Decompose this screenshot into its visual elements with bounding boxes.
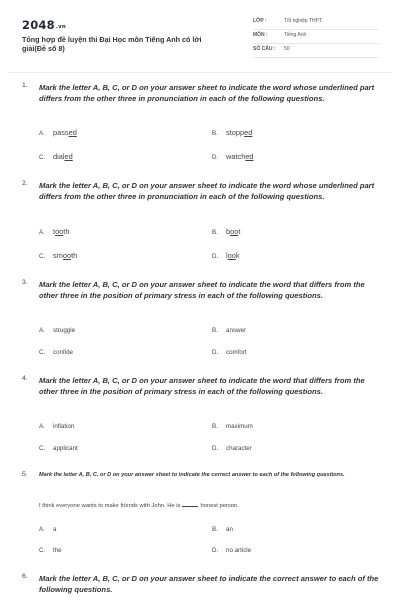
- option-d[interactable]: D. comfort: [212, 349, 247, 356]
- meta-count-value: 50: [284, 46, 290, 52]
- option-b[interactable]: B. stopped: [212, 128, 253, 137]
- header-divider: [8, 72, 392, 73]
- question-instruction: Mark the letter A, B, C, or D on your answer sheet to indicate the word whose underlined part differs from the other three in pronunciation in each of the following questions.: [39, 181, 375, 201]
- option-d[interactable]: D. look: [212, 251, 240, 260]
- option-b[interactable]: B. answer: [212, 327, 246, 334]
- question-instruction: Mark the letter A, B, C, or D on your answer sheet to indicate the word that differs from the other three in the position of primary stress in each of the following questions.: [39, 376, 365, 396]
- option-a[interactable]: A. passed: [39, 128, 77, 137]
- question-number: 4.: [22, 375, 28, 382]
- answer-blank: [182, 506, 198, 507]
- logo-text: 2048: [22, 18, 55, 32]
- meta-class-value: Tốt nghiệp THPT: [284, 18, 322, 24]
- option-c[interactable]: C. dialed: [39, 152, 73, 161]
- question-number: 2.: [22, 180, 28, 187]
- option-a[interactable]: A. inflation: [39, 423, 75, 430]
- question-instruction: Mark the letter A, B, C, or D on your answer sheet to indicate the word that differs from the other three in the position of primary stress in each of the following questions.: [39, 280, 365, 300]
- option-c[interactable]: C. smooth: [39, 251, 78, 260]
- question-instruction: Mark the letter A, B, C, or D on your answer sheet to indicate the correct answer to each of the following questions.: [39, 574, 379, 594]
- question-number: 5.: [22, 471, 28, 478]
- meta-count-row: [253, 45, 379, 58]
- option-d[interactable]: D. no article: [212, 547, 252, 554]
- meta-subject-label: MÔN :: [253, 32, 268, 38]
- option-a[interactable]: A. tooth: [39, 227, 70, 236]
- option-d[interactable]: D. watched: [212, 152, 254, 161]
- meta-class-row: [253, 17, 379, 30]
- site-logo[interactable]: [22, 18, 66, 32]
- question-number: 1.: [22, 82, 28, 89]
- question-instruction: Mark the letter A, B, C, or D on your answer sheet to indicate the word whose underlined part differs from the other three in pronunciation in each of the following questions.: [39, 83, 375, 103]
- question-number: 3.: [22, 279, 28, 286]
- option-b[interactable]: B. maximum: [212, 423, 253, 430]
- option-b[interactable]: B. boot: [212, 227, 241, 236]
- question-number: 6.: [22, 573, 28, 580]
- meta-class-label: LỚP :: [253, 18, 267, 24]
- logo-suffix: .vn: [55, 24, 67, 30]
- option-a[interactable]: A. a: [39, 526, 57, 533]
- option-c[interactable]: C. confide: [39, 349, 73, 356]
- option-c[interactable]: C. applicant: [39, 445, 78, 452]
- meta-subject-row: [253, 31, 379, 44]
- question-instruction: Mark the letter A, B, C, or D on your answer sheet to indicate the correct answer to each of the following questions.: [39, 472, 345, 478]
- option-d[interactable]: D. character: [212, 445, 252, 452]
- page-header: [0, 0, 400, 70]
- question-stem: I think everyone wants to make friends with John. He is honest person.: [39, 503, 239, 509]
- document-title: Tổng hợp đề luyện thi Đại Học môn Tiếng Anh có lời giải(Đề số 8): [22, 35, 202, 53]
- option-b[interactable]: B. an: [212, 526, 233, 533]
- option-c[interactable]: C. the: [39, 547, 62, 554]
- option-a[interactable]: A. struggle: [39, 327, 76, 334]
- meta-subject-value: Tiếng Anh: [284, 32, 307, 38]
- meta-count-label: SỐ CÂU :: [253, 46, 276, 52]
